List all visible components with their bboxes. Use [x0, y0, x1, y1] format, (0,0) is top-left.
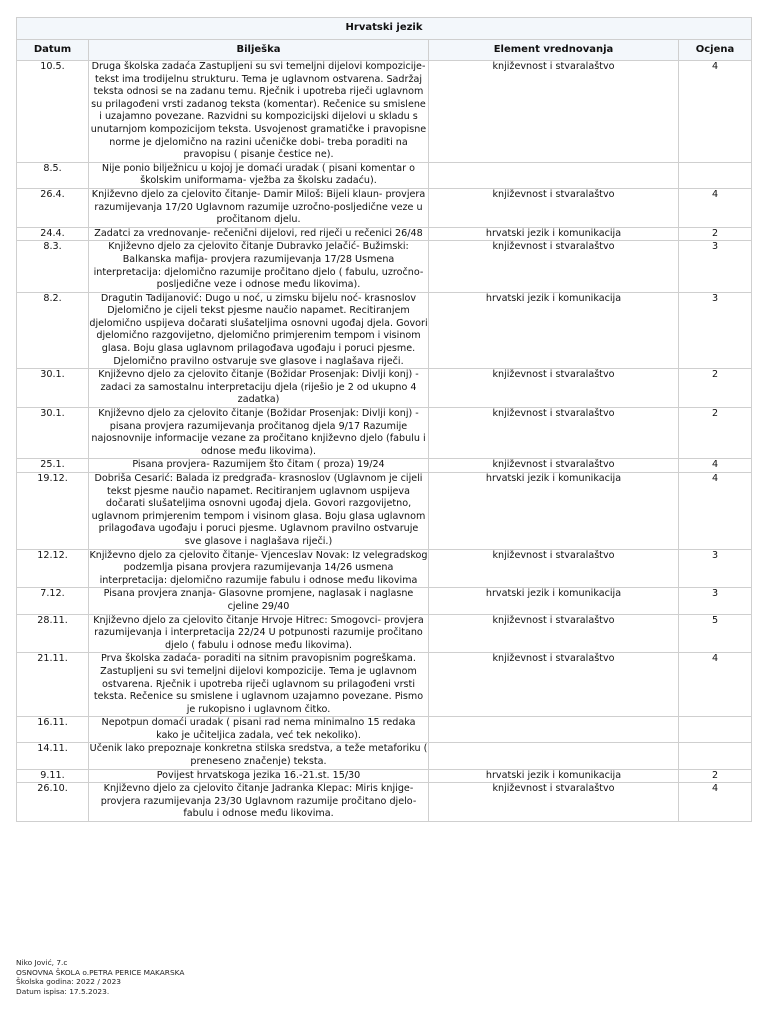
row-note: Prva školska zadaća- poraditi na sitnim pravopisnim pogreškama. Zastupljeni su svi temeljni dijelovi kompozicije. Tema je uglavnom ostvarena. Rječnik i upotreba riječi uglavnom su prilagođeni vrsti teksta. Rečenice su smislene i uglavnom uzajamno povezane. Pismo je rukopisno i uglavnom čitko. [89, 653, 429, 717]
row-grade: 3 [679, 241, 752, 292]
grades-sheet [16, 17, 751, 822]
row-date: 10.5. [17, 61, 89, 163]
row-element: književnost i stvaralaštvo [429, 241, 679, 292]
row-element: književnost i stvaralaštvo [429, 188, 679, 227]
table-row [17, 769, 752, 783]
row-note: Pisana provjera- Razumijem što čitam ( proza) 19/24 [89, 459, 429, 473]
table-row [17, 653, 752, 717]
table-row [17, 614, 752, 653]
row-note: Zadatci za vrednovanje- rečenični dijelovi, red riječi u rečenici 26/48 [89, 227, 429, 241]
row-note: Dragutin Tadijanović: Dugo u noć, u zimsku bijelu noć- krasnoslov Djelomično je cijeli tekst pjesme naučio napamet. Recitiranjem djelomično uspijeva dočarati slušateljima osnovni ugođaj djela. Govori djelomično razgovijetno, djelomično primjerenim tempom i visinom glasa. Boju glasa uglavnom prilagođava ugođaju i poruci pjesme. Djelomično pravilno ostvaruje sve glasove i naglašava riječi. [89, 292, 429, 369]
row-note: Književno djelo za cjelovito čitanje Dubravko Jelačić- Bužimski: Balkanska mafija- provjera razumijevanja 17/28 Usmena interpretacija: djelomično razumije pročitano djelo ( fabulu, uzročno-posljedične veze i odnose među likovima). [89, 241, 429, 292]
row-date: 9.11. [17, 769, 89, 783]
row-element: hrvatski jezik i komunikacija [429, 473, 679, 550]
row-date: 26.10. [17, 783, 89, 822]
row-note: Učenik lako prepoznaje konkretna stilska sredstva, a teže metaforiku ( preneseno značenje) teksta. [89, 743, 429, 769]
footer-print-date: Datum ispisa: 17.5.2023. [16, 986, 110, 996]
table-row [17, 473, 752, 550]
row-grade [679, 717, 752, 743]
row-grade: 3 [679, 549, 752, 588]
column-header-element: Element vrednovanja [429, 40, 679, 61]
row-date: 12.12. [17, 549, 89, 588]
table-row [17, 227, 752, 241]
row-date: 21.11. [17, 653, 89, 717]
row-date: 30.1. [17, 408, 89, 459]
row-grade: 3 [679, 588, 752, 614]
table-body [17, 61, 752, 822]
row-element [429, 743, 679, 769]
row-element: književnost i stvaralaštvo [429, 459, 679, 473]
row-grade: 3 [679, 292, 752, 369]
row-date: 8.2. [17, 292, 89, 369]
table-row [17, 61, 752, 163]
row-element: književnost i stvaralaštvo [429, 653, 679, 717]
row-grade: 4 [679, 459, 752, 473]
row-date: 16.11. [17, 717, 89, 743]
row-note: Nepotpun domaći uradak ( pisani rad nema minimalno 15 redaka kako je učiteljica zadala, već tek nekoliko). [89, 717, 429, 743]
row-grade: 4 [679, 188, 752, 227]
row-element: hrvatski jezik i komunikacija [429, 227, 679, 241]
row-grade: 4 [679, 653, 752, 717]
row-element: književnost i stvaralaštvo [429, 614, 679, 653]
row-element: književnost i stvaralaštvo [429, 783, 679, 822]
table-title-row [17, 18, 752, 40]
footer-school-year: Školska godina: 2022 / 2023 [16, 977, 121, 987]
row-date: 8.5. [17, 162, 89, 188]
row-date: 8.3. [17, 241, 89, 292]
footer-school: OSNOVNA ŠKOLA o.PETRA PERICE MAKARSKA [16, 967, 185, 977]
row-grade [679, 162, 752, 188]
table-row [17, 162, 752, 188]
row-grade: 5 [679, 614, 752, 653]
table-row [17, 549, 752, 588]
row-date: 26.4. [17, 188, 89, 227]
table-row [17, 588, 752, 614]
row-note: Pisana provjera znanja- Glasovne promjene, naglasak i naglasne cjeline 29/40 [89, 588, 429, 614]
table-row [17, 188, 752, 227]
row-grade: 2 [679, 408, 752, 459]
row-element: književnost i stvaralaštvo [429, 549, 679, 588]
row-note: Književno djelo za cjelovito čitanje Jadranka Klepac: Miris knjige- provjera razumijevanja 23/30 Uglavnom razumije pročitano djelo- fabulu i odnose među likovima. [89, 783, 429, 822]
row-date: 25.1. [17, 459, 89, 473]
row-element: književnost i stvaralaštvo [429, 408, 679, 459]
row-note: Književno djelo za cjelovito čitanje (Božidar Prosenjak: Divlji konj) - pisana provjera razumijevanja pročitanog djela 9/17 Razumije najosnovnije informacije vezane za pročitano književno djelo (fabulu i odnose među likovima). [89, 408, 429, 459]
row-note: Nije ponio bilježnicu u kojoj je domaći uradak ( pisani komentar o školskim uniformama- vježba za školsku zadaću). [89, 162, 429, 188]
table-row [17, 369, 752, 408]
row-date: 19.12. [17, 473, 89, 550]
row-note: Druga školska zadaća Zastupljeni su svi temeljni dijelovi kompozicije- tekst ima trodijelnu strukturu. Tema je uglavnom ostvarena. Sadržaj teksta odnosi se na zadanu temu. Rječnik i upotreba riječi uglavnom su prilagođeni vrsti zadanog teksta (komentar). Rečenice su smislene i uzajamno povezane. Razvidni su kompozicijski dijelovi u skladu s unutarnjom kompozicijom teksta. Usvojenost gramatičke i pravopisne norme je djelomično na razini učeničke dobi- treba poraditi na pravopisu ( pisanje čestice ne). [89, 61, 429, 163]
column-header-note: Bilješka [89, 40, 429, 61]
subject-title: Hrvatski jezik [17, 18, 752, 40]
row-element: književnost i stvaralaštvo [429, 61, 679, 163]
row-grade: 4 [679, 61, 752, 163]
row-grade: 2 [679, 769, 752, 783]
footer-info [16, 958, 184, 996]
table-row [17, 717, 752, 743]
table-row [17, 241, 752, 292]
row-date: 14.11. [17, 743, 89, 769]
column-header-date: Datum [17, 40, 89, 61]
table-row [17, 743, 752, 769]
row-grade: 4 [679, 473, 752, 550]
column-header-grade: Ocjena [679, 40, 752, 61]
footer-student: Niko Jović, 7.c [16, 958, 68, 967]
table-row [17, 459, 752, 473]
grades-table [16, 17, 752, 822]
table-header-row [17, 40, 752, 61]
row-date: 30.1. [17, 369, 89, 408]
row-note: Književno djelo za cjelovito čitanje- Damir Miloš: Bijeli klaun- provjera razumijevanja 17/20 Uglavnom razumije uzročno-posljedične veze u pročitanom djelu. [89, 188, 429, 227]
row-grade [679, 743, 752, 769]
row-note: Povijest hrvatskoga jezika 16.-21.st. 15/30 [89, 769, 429, 783]
row-note: Dobriša Cesarić: Balada iz predgrađa- krasnoslov (Uglavnom je cijeli tekst pjesme naučio napamet. Recitiranjem uglavnom uspijeva dočarati slušateljima osnovni ugođaj djela. Govori razgovijetno, uglavnom primjerenim tempom i visinom glasa. Boju glasa uglavnom prilagođava ugođaju i poruci pjesme. Uglavnom pravilno ostvaruje sve glasove i naglašava riječi.) [89, 473, 429, 550]
row-date: 24.4. [17, 227, 89, 241]
row-date: 28.11. [17, 614, 89, 653]
row-element: hrvatski jezik i komunikacija [429, 292, 679, 369]
table-row [17, 783, 752, 822]
row-note: Književno djelo za cjelovito čitanje- Vjenceslav Novak: Iz velegradskog podzemlja pisana provjera razumijevanja 14/26 usmena interpretacija: djelomično razumije fabulu i odnose među likovima [89, 549, 429, 588]
row-note: Književno djelo za cjelovito čitanje Hrvoje Hitrec: Smogovci- provjera razumijevanja i interpretacija 22/24 U potpunosti razumije pročitano djelo ( fabulu i odnose među likovima). [89, 614, 429, 653]
row-element: hrvatski jezik i komunikacija [429, 769, 679, 783]
table-row [17, 408, 752, 459]
row-grade: 4 [679, 783, 752, 822]
row-element [429, 162, 679, 188]
row-element: hrvatski jezik i komunikacija [429, 588, 679, 614]
row-note: Književno djelo za cjelovito čitanje (Božidar Prosenjak: Divlji konj) - zadaci za samostalnu interpretaciju djela (riješio je 2 od ukupno 4 zadatka) [89, 369, 429, 408]
row-element: književnost i stvaralaštvo [429, 369, 679, 408]
table-row [17, 292, 752, 369]
row-grade: 2 [679, 227, 752, 241]
row-date: 7.12. [17, 588, 89, 614]
row-grade: 2 [679, 369, 752, 408]
row-element [429, 717, 679, 743]
